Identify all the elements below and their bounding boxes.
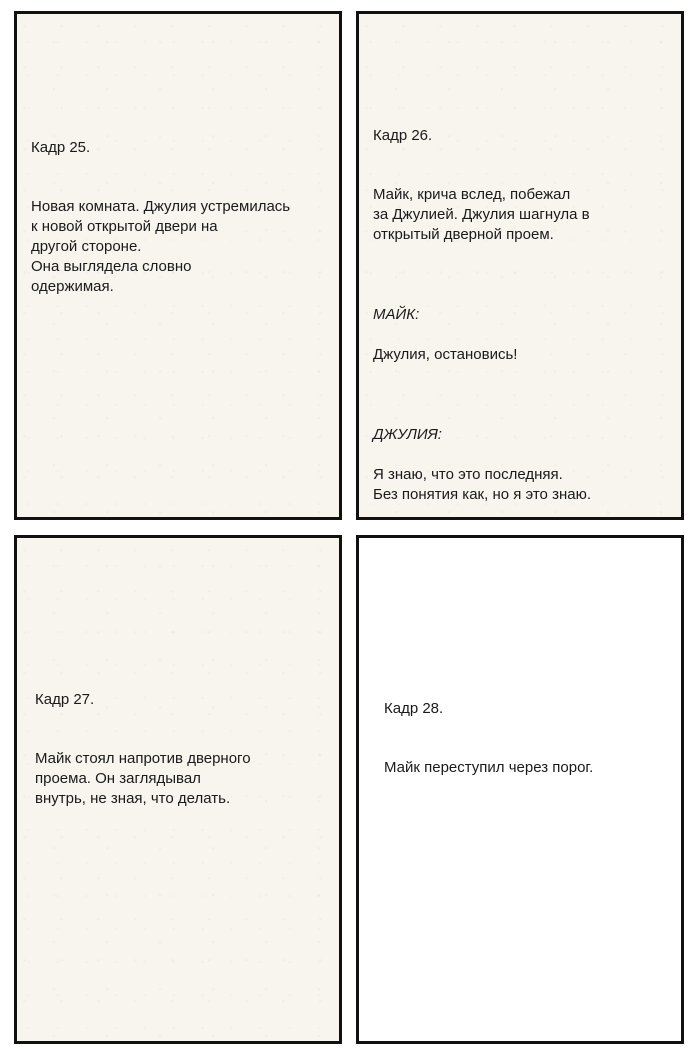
speaker-name: МАЙК:	[373, 306, 420, 323]
panel-frame-27	[14, 535, 342, 1044]
panel-27-content	[35, 670, 251, 829]
frame-title: Кадр 26.	[373, 127, 433, 144]
frame-description: Майк, крича вслед, побежал за Джулией. Джулия шагнула в открытый дверной проем.	[373, 186, 590, 243]
panel-25-content	[31, 118, 290, 317]
dialogue-line: Джулия, остановись!	[373, 346, 518, 363]
speaker-name: ДЖУЛИЯ:	[373, 426, 442, 443]
panel-frame-25	[14, 11, 342, 520]
dialogue-line: Я знаю, что это последняя. Без понятия как, но я это знаю.	[373, 466, 591, 503]
frame-description: Майк переступил через порог.	[384, 759, 594, 776]
panel-frame-28	[356, 535, 684, 1044]
frame-title: Кадр 27.	[35, 691, 95, 708]
dialogue-mike	[373, 285, 591, 365]
panel-frame-26	[356, 11, 684, 520]
frame-title: Кадр 25.	[31, 139, 91, 156]
frame-title: Кадр 28.	[384, 700, 444, 717]
dialogue-julia	[373, 405, 591, 505]
frame-description: Майк стоял напротив дверного проема. Он заглядывал внутрь, не зная, что делать.	[35, 750, 251, 807]
frame-description: Новая комната. Джулия устремилась к новой открытой двери на другой стороне. Она выглядела словно одержимая.	[31, 198, 291, 295]
panel-26-content	[373, 106, 591, 520]
panel-28-content	[384, 679, 593, 798]
